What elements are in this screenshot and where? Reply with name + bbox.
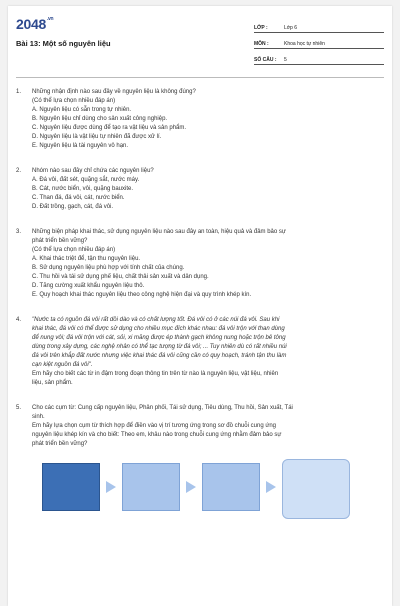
grade-value: Lớp 6 — [284, 25, 298, 31]
count-label: SỐ CÂU : — [254, 57, 277, 63]
question-text: Cho các cụm từ: Cung cấp nguyên liệu, Phân phối, Tái sử dụng, Tiêu dùng, Thu hồi, Sản xuất, Tái — [32, 405, 293, 411]
question-note: (Có thể lựa chọn nhiều đáp án) — [32, 98, 116, 104]
option-a[interactable]: A. Nguyên liệu có sẵn trong tự nhiên. — [32, 107, 132, 113]
arrow-right-icon — [186, 481, 196, 493]
arrow-right-icon — [106, 481, 116, 493]
option-b[interactable]: B. Nguyên liệu chỉ dùng cho sản xuất công nghiệp. — [32, 116, 168, 122]
option-e[interactable]: E. Quy hoạch khai thác nguyên liệu theo công nghệ hiện đại và quy trình khép kín. — [32, 292, 252, 298]
diagram-box-3[interactable] — [202, 463, 260, 511]
header-divider — [16, 77, 384, 78]
quote-line: để nung vôi; đá vôi trộn với cát, sỏi, xi măng được ép thành gạch không nung hoặc trộn bê tông — [32, 335, 286, 341]
option-e[interactable]: E. Nguyên liệu là tài nguyên vô hạn. — [32, 143, 129, 149]
arrow-right-icon — [266, 481, 276, 493]
question-text-cont: sinh. — [32, 414, 45, 420]
question-5: 5. Cho các cụm từ: Cung cấp nguyên liệu, Phân phối, Tái sử dụng, Tiêu dùng, Thu hồi, Sản xuất, Tái sinh. Em hãy lựa chọn cụm từ thích hợp để điền vào vị trí tương ứng trong sơ đồ chuỗi cung ứng nguyên liệu khép kín và cho biết: Theo em, khâu nào trong chuỗi cung ứng nhằm đảm bảo sự phát triển bền vững? — [16, 404, 382, 449]
option-b[interactable]: B. Cát, nước biển, vôi, quặng bauxite. — [32, 186, 134, 192]
diagram-box-2[interactable] — [122, 463, 180, 511]
quote-line: khai thác, đá vôi có thể được sử dụng cho nhiều mục đích khác nhau: đá vôi trộn với than dùng — [32, 326, 285, 332]
brand-logo: $2048^{.vn}$ — [16, 16, 54, 32]
quote-line: đá vôi trên khắp đất nước nhưng việc khai thác đá vôi cũng cần có quy hoạch, tránh tận thu làm — [32, 353, 287, 359]
quote-line: cạn kiệt nguồn đá vôi". — [32, 362, 93, 368]
option-c[interactable]: C. Than đá, đá vôi, cát, nước biển. — [32, 195, 125, 201]
question-4: 4. "Nước ta có nguồn đá vôi rất dồi dào và có chất lượng tốt. Đá vôi có ở các núi đá vôi. Sau khi khai thác, đá vôi có thể được sử dụng cho nhiều mục đích khác nhau: đá vôi trộn với than dùng để nung vôi; đá vôi trộn với cát, sỏi, xi măng được ép thành gạch không nung hoặc trộn bê tông dùng trong xây dựng, các nghệ nhân có thể tạc tượng từ đá vôi; ... Tuy nhiên dù có rất nhiều núi đá vôi trên khắp đất nước nhưng việc khai thác đá vôi cũng cần có quy hoạch, tránh tận thu làm cạn kiệt nguồn đá vôi". Em hãy cho biết các từ in đậm trong đoạn thông tin trên từ nào là nguyên liệu, vật liệu, nhiên liệu, sản phẩm. — [16, 316, 382, 388]
option-d[interactable]: D. Tăng cường xuất khẩu nguyên liệu thô. — [32, 283, 145, 289]
count-value: 5 — [284, 57, 287, 63]
option-c[interactable]: C. Thu hồi và tái sử dụng phế liệu, chất thải sản xuất và dân dụng. — [32, 274, 209, 280]
question-text: Những biện pháp khai thác, sử dụng nguyên liệu nào sau đây an toàn, hiệu quả và đảm bảo sự — [32, 229, 286, 235]
option-d[interactable]: D. Nguyên liệu là vật liệu tự nhiên đã được xử lí. — [32, 134, 162, 140]
question-note: (Có thể lựa chọn nhiều đáp án) — [32, 247, 116, 253]
option-a[interactable]: A. Khai thác triệt để, tận thu nguyên liệu. — [32, 256, 141, 262]
lesson-title: Bài 13: Một số nguyên liệu — [16, 39, 111, 48]
diagram-box-4[interactable] — [282, 459, 350, 519]
question-2: 2. Nhóm nào sau đây chỉ chứa các nguyên liệu? A. Đá vôi, đất sét, quặng sắt, nước máy. B. Cát, nước biển, vôi, quặng bauxite. C. Than đá, đá vôi, cát, nước biển. D. Đất trồng, gạch, cát, đá vôi. — [16, 167, 382, 212]
question-text: Em hãy lựa chọn cụm từ thích hợp để điền vào vị trí tương ứng trong sơ đồ chuỗi cung ứng — [32, 423, 277, 429]
quote-line: "Nước ta có nguồn đá vôi rất dồi dào và có chất lượng tốt. Đá vôi có ở các núi đá vôi. Sau khi — [32, 317, 280, 323]
option-b[interactable]: B. Sử dụng nguyên liệu phù hợp với tính chất của chúng. — [32, 265, 185, 271]
question-1: 1. Những nhận định nào sau đây về nguyên liệu là không đúng? (Có thể lựa chọn nhiều đáp án) A. Nguyên liệu có sẵn trong tự nhiên. B. Nguyên liệu chỉ dùng cho sản xuất công nghiệp. C. Nguyên liệu được dùng để tạo ra vật liệu và sản phẩm. D. Nguyên liệu là vật liệu tự nhiên đã được xử lí. E. Nguyên liệu là tài nguyên vô hạn. — [16, 88, 382, 151]
quote-line: dùng trong xây dựng, các nghệ nhân có thể tạc tượng từ đá vôi; ... Tuy nhiên dù có rất nhiều núi — [32, 344, 287, 350]
diagram-box-1[interactable] — [42, 463, 100, 511]
question-text-cont: nguyên liệu khép kín và cho biết: Theo em, khâu nào trong chuỗi cung ứng nhằm đảm bảo sự — [32, 432, 282, 438]
option-c[interactable]: C. Nguyên liệu được dùng để tạo ra vật liệu và sản phẩm. — [32, 125, 187, 131]
question-text-cont: phát triển bền vững? — [32, 441, 88, 447]
option-d[interactable]: D. Đất trồng, gạch, cát, đá vôi. — [32, 204, 114, 210]
question-text: Em hãy cho biết các từ in đậm trong đoạn thông tin trên từ nào là nguyên liệu, vật liệu, nhiên — [32, 371, 279, 377]
subject-label: MÔN : — [254, 41, 269, 47]
meta-table — [254, 20, 384, 68]
worksheet-page — [8, 6, 392, 606]
questions — [16, 88, 382, 519]
question-text-cont: liệu, sản phẩm. — [32, 380, 73, 386]
question-text: Những nhận định nào sau đây về nguyên liệu là không đúng? — [32, 89, 196, 95]
question-text-cont: phát triển bền vững? — [32, 238, 88, 244]
subject-value: Khoa học tự nhiên — [284, 41, 325, 47]
option-a[interactable]: A. Đá vôi, đất sét, quặng sắt, nước máy. — [32, 177, 140, 183]
grade-label: LỚP : — [254, 25, 268, 31]
supply-chain-diagram — [16, 459, 382, 519]
question-3: 3. Những biện pháp khai thác, sử dụng nguyên liệu nào sau đây an toàn, hiệu quả và đảm bảo sự phát triển bền vững? (Có thể lựa chọn nhiều đáp án) A. Khai thác triệt để, tận thu nguyên liệu. B. Sử dụng nguyên liệu phù hợp với tính chất của chúng. C. Thu hồi và tái sử dụng phế liệu, chất thải sản xuất và dân dụng. D. Tăng cường xuất khẩu nguyên liệu thô. E. Quy hoạch khai thác nguyên liệu theo công nghệ hiện đại và quy trình khép kín. — [16, 228, 382, 300]
question-text: Nhóm nào sau đây chỉ chứa các nguyên liệu? — [32, 168, 154, 174]
